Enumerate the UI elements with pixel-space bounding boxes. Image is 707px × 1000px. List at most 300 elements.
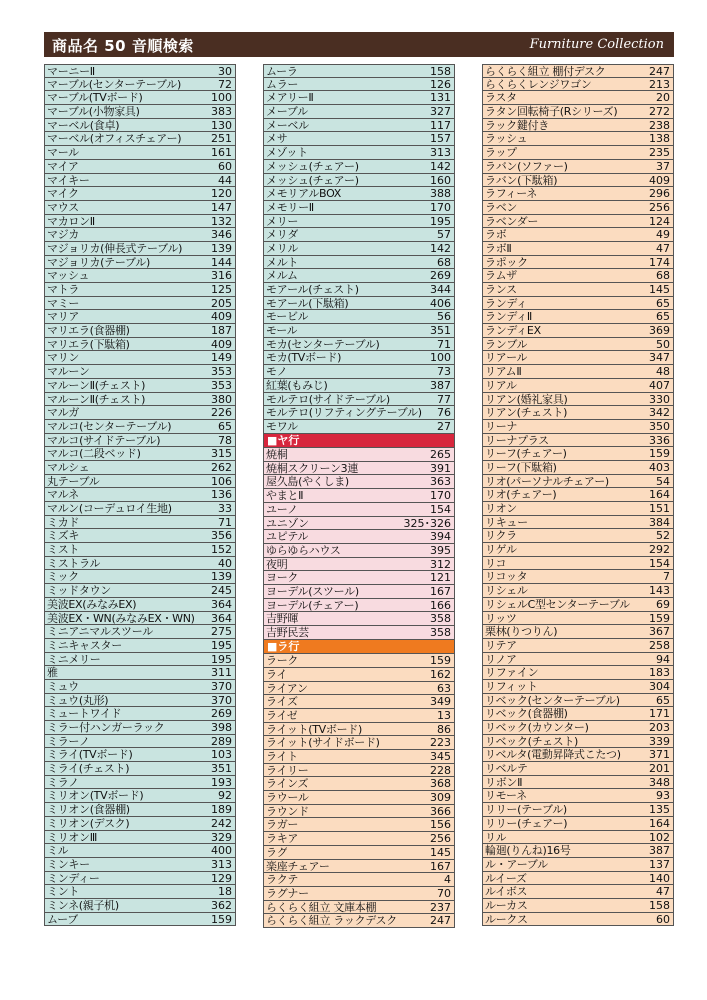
product-name: 夜明 [266, 557, 288, 571]
index-entry [263, 750, 455, 764]
product-name: ラウール [266, 791, 309, 804]
product-name: 美波EX・WN(みなみEX・WN) [47, 611, 195, 625]
product-name: マルーン [47, 365, 90, 378]
page-number: 256 [430, 832, 451, 846]
page-number: 265 [430, 448, 451, 462]
page-number: 370 [211, 693, 232, 707]
page-number: 93 [656, 789, 670, 803]
index-entry [482, 557, 674, 571]
product-name: リリー(チェアー) [485, 816, 568, 830]
page-number: 144 [211, 255, 232, 269]
product-name: マール [47, 146, 79, 159]
product-name: やまとⅡ [266, 489, 304, 502]
product-name: マーブル(センターテーブル) [47, 77, 181, 91]
index-entry [263, 201, 455, 215]
index-entry [263, 544, 455, 558]
page-number: 130 [211, 118, 232, 132]
page-number: 312 [430, 557, 451, 571]
page-number: 336 [649, 433, 670, 447]
product-name: ライット(TVボード) [266, 722, 362, 736]
page-number: 145 [430, 845, 451, 859]
index-entry [482, 160, 674, 174]
index-entry [44, 488, 236, 502]
product-name: リル [485, 830, 507, 844]
page-number: 363 [430, 475, 451, 489]
product-name: リキュー [485, 515, 528, 529]
page-number: 368 [430, 777, 451, 791]
index-entry [263, 736, 455, 750]
page-number: 369 [649, 324, 670, 338]
index-entry [44, 447, 236, 461]
index-entry [263, 174, 455, 188]
index-entry [482, 269, 674, 283]
page-number: 327 [430, 105, 451, 119]
index-entry [482, 488, 674, 502]
index-entry [263, 78, 455, 92]
page-number: 187 [211, 324, 232, 338]
index-entry [44, 379, 236, 393]
index-entry [482, 612, 674, 626]
page-number: 52 [656, 529, 670, 543]
page-number: 136 [211, 488, 232, 502]
product-name: ミニアニマルスツール [47, 625, 153, 638]
index-entry [44, 872, 236, 886]
product-name: モアール(下駄箱) [266, 296, 349, 310]
page-number: 4 [444, 873, 451, 887]
index-entry [44, 461, 236, 475]
index-entry [482, 215, 674, 229]
product-name: ミストラル [47, 556, 101, 570]
page-number: 391 [430, 461, 451, 475]
product-name: ランディⅡ [485, 310, 533, 324]
index-entry [44, 707, 236, 721]
product-name: マイア [47, 159, 79, 173]
page-number: 71 [218, 515, 232, 529]
index-entry [263, 530, 455, 544]
index-entry [263, 91, 455, 105]
page-number: 71 [437, 337, 451, 351]
product-name: リアムⅡ [485, 365, 522, 378]
index-column-1 [44, 64, 236, 926]
index-entry [482, 379, 674, 393]
product-name: メモリアルBOX [266, 187, 342, 200]
product-name: 栗林(りつりん) [485, 625, 558, 638]
index-entry [263, 764, 455, 778]
product-name: ミリオン(TVボード) [47, 789, 144, 803]
page-number: 156 [430, 818, 451, 832]
page-number: 387 [649, 844, 670, 858]
product-name: ミカド [47, 515, 80, 529]
index-entry [482, 721, 674, 735]
page-number: 54 [656, 474, 670, 488]
page-number: 18 [218, 885, 232, 899]
index-entry [482, 91, 674, 105]
index-entry [482, 570, 674, 584]
product-name: リベルタ(電動昇降式こたつ) [485, 748, 621, 762]
product-name: メゾット [266, 146, 308, 159]
page-number: 138 [649, 132, 670, 146]
product-name: リノア [485, 652, 517, 666]
index-entry [44, 434, 236, 448]
page-number: 65 [656, 296, 670, 310]
index-entry [482, 817, 674, 831]
index-entry [263, 132, 455, 146]
product-name: マルガ [47, 406, 80, 419]
page-number: 237 [430, 900, 451, 914]
product-name: ランス [485, 283, 517, 296]
page-number: 203 [649, 721, 670, 734]
product-name: マルン(コーデュロイ生地) [47, 502, 172, 515]
product-name: ユピテル [266, 530, 309, 543]
index-entry [44, 393, 236, 407]
page-number: 388 [430, 187, 451, 201]
product-name: モカ(センターテーブル) [266, 337, 380, 351]
product-name: ミズキ [47, 529, 80, 543]
product-name: ラキア [266, 832, 299, 845]
product-name: マウス [47, 200, 79, 214]
product-name: メルト [266, 255, 299, 269]
index-entry [263, 119, 455, 133]
product-name: ルイーズ [485, 871, 527, 885]
index-entry [263, 365, 455, 379]
index-entry [482, 584, 674, 598]
product-name: リベック(カウンター) [485, 721, 589, 734]
page-number: 351 [430, 324, 451, 338]
page-number: 398 [211, 721, 232, 734]
index-entry [482, 694, 674, 708]
index-entry [44, 516, 236, 530]
index-entry [263, 777, 455, 791]
page-number: 358 [430, 626, 451, 639]
product-name: リシェルC型センターテーブル [485, 597, 630, 611]
page-number: 124 [649, 214, 670, 228]
product-name: リコッタ [485, 570, 528, 584]
product-name: マイク [47, 187, 79, 200]
page-number: 356 [211, 529, 232, 543]
index-entry [44, 666, 236, 680]
index-entry [44, 174, 236, 188]
index-entry [263, 448, 455, 462]
page-number: 195 [211, 638, 232, 652]
page-number: 132 [211, 214, 232, 228]
product-name: ミリオン(食器棚) [47, 803, 130, 816]
page-number: 289 [211, 734, 232, 748]
product-name: メルム [266, 269, 298, 282]
page-number: 235 [649, 146, 670, 160]
product-name: リモーネ [485, 789, 527, 803]
product-name: ラスタ [485, 91, 517, 105]
product-name: ミッドタウン [47, 584, 111, 597]
index-entry [44, 885, 236, 899]
page-number: 126 [430, 77, 451, 91]
product-name: ミラーノ [47, 734, 90, 748]
page-number: 348 [649, 775, 670, 789]
index-entry [263, 723, 455, 737]
product-name: リクラ [485, 529, 517, 543]
page-number: 213 [649, 77, 670, 91]
index-entry [263, 420, 455, 434]
page-number: 262 [211, 460, 232, 474]
index-entry [263, 818, 455, 832]
index-entry [44, 228, 236, 242]
index-entry [482, 899, 674, 913]
index-entry [44, 543, 236, 557]
index-entry [263, 64, 455, 78]
product-name: らくらく組立 ラックデスク [266, 914, 397, 927]
index-entry [263, 668, 455, 682]
index-entry [263, 832, 455, 846]
index-entry [44, 584, 236, 598]
product-name: ラムザ [485, 269, 517, 282]
page-number: 94 [656, 652, 670, 666]
index-entry [44, 831, 236, 845]
index-entry [482, 680, 674, 694]
index-entry [482, 78, 674, 92]
page-number: 121 [430, 571, 451, 585]
page-number: 364 [211, 597, 232, 611]
product-name: リベック(食器棚) [485, 707, 568, 720]
index-entry [482, 283, 674, 297]
page-number: 73 [437, 365, 451, 379]
page-number: 48 [656, 365, 670, 379]
page-number: 159 [649, 611, 670, 625]
product-name: ランブル [485, 337, 528, 351]
product-name: ミュートワイド [47, 707, 122, 720]
product-name: リオ(チェアー) [485, 488, 557, 501]
page-number: 27 [437, 419, 451, 433]
index-entry [482, 447, 674, 461]
product-name: ミライ(チェスト) [47, 762, 130, 775]
product-name: リーフ(チェアー) [485, 447, 567, 460]
page-number: 158 [430, 65, 451, 78]
product-name: ライット(サイドボード) [266, 736, 380, 749]
page-number: 102 [649, 830, 670, 844]
page-number: 201 [649, 762, 670, 776]
product-name: マリエラ(食器棚) [47, 324, 130, 337]
page-number: 69 [656, 597, 670, 611]
product-name: ライ [266, 667, 288, 681]
index-entry [482, 913, 674, 927]
page-number: 189 [211, 803, 232, 817]
page-number: 362 [211, 898, 232, 912]
product-name: らくらく組立 文庫本棚 [266, 900, 377, 914]
page-number: 296 [649, 187, 670, 201]
index-entry [263, 297, 455, 311]
page-number: 57 [437, 228, 451, 242]
product-name: ライリー [266, 763, 309, 777]
page-number: 370 [211, 679, 232, 693]
index-entry [44, 78, 236, 92]
page-number: 403 [649, 460, 670, 474]
page-number: 149 [211, 351, 232, 365]
index-entry [44, 557, 236, 571]
product-name: ムラー [266, 77, 299, 91]
product-name: リーナプラス [485, 433, 549, 447]
page-number: 158 [649, 898, 670, 912]
page-number: 256 [649, 200, 670, 214]
index-entry [263, 517, 455, 531]
index-entry [44, 735, 236, 749]
index-entry [44, 913, 236, 927]
index-entry [482, 707, 674, 721]
page-number: 159 [211, 912, 232, 926]
index-entry [263, 585, 455, 599]
product-name: モルテロ(サイドテーブル) [266, 392, 390, 406]
index-entry [482, 789, 674, 803]
product-name: ミニキャスター [47, 638, 122, 652]
index-entry [44, 187, 236, 201]
product-name: マーベル(オフィスチェアー) [47, 132, 182, 146]
product-name: メッシュ(チェアー) [266, 159, 359, 173]
index-entry [482, 639, 674, 653]
page-number: 77 [437, 392, 451, 406]
product-name: らくらく組立 棚付デスク [485, 65, 606, 77]
product-name: モワル [266, 419, 298, 433]
page-number: 309 [430, 791, 451, 805]
product-name: ラインズ [266, 777, 309, 791]
index-entry [482, 420, 674, 434]
index-entry [263, 462, 455, 476]
index-entry [482, 256, 674, 270]
index-entry [482, 297, 674, 311]
product-name: マイキー [47, 173, 90, 187]
product-name: マジョリカ(テーブル) [47, 255, 150, 269]
page-number: 68 [437, 255, 451, 269]
product-name: モービル [266, 310, 309, 324]
index-entry [44, 570, 236, 584]
product-name: リアール [485, 351, 528, 365]
page-number: 223 [430, 736, 451, 750]
index-entry [44, 899, 236, 913]
product-name: ユーノ [266, 502, 298, 516]
product-name: ラボ [485, 228, 507, 241]
index-entry [263, 695, 455, 709]
page-number: 275 [211, 625, 232, 639]
index-entry [263, 914, 455, 928]
index-entry [482, 872, 674, 886]
index-entry [482, 105, 674, 119]
page-number: 164 [649, 488, 670, 502]
product-name: ラフィーネ [485, 187, 538, 200]
index-entry [44, 283, 236, 297]
page-number: 193 [211, 775, 232, 789]
page-number: 316 [211, 269, 232, 283]
product-name: リオン [485, 502, 517, 515]
product-name: モール [266, 324, 298, 337]
index-entry [44, 817, 236, 831]
index-entry [44, 132, 236, 146]
index-entry [263, 146, 455, 160]
page-number: 143 [649, 584, 670, 598]
page-number: 353 [211, 365, 232, 379]
product-name: マミー [47, 296, 80, 310]
product-name: ラボⅡ [485, 241, 512, 255]
index-entry [482, 64, 674, 78]
index-entry [482, 365, 674, 379]
page-number: 49 [656, 228, 670, 242]
product-name: ミラノ [47, 775, 79, 789]
index-entry [44, 694, 236, 708]
index-entry [482, 187, 674, 201]
page-number: 409 [211, 337, 232, 351]
product-name: メリー [266, 214, 299, 228]
page-number: 226 [211, 406, 232, 420]
product-name: リオ(パーソナルチェアー) [485, 474, 609, 488]
page-number: 117 [430, 118, 451, 132]
product-name: ラガー [266, 818, 299, 832]
page-number: 139 [211, 570, 232, 584]
page-number: 157 [430, 132, 451, 146]
product-name: マーブル(小物家具) [47, 105, 140, 118]
page-number: 330 [649, 392, 670, 406]
index-entry [482, 351, 674, 365]
page-number: 167 [430, 859, 451, 873]
product-name: メーブル [266, 105, 308, 118]
index-entry [263, 654, 455, 668]
product-name: ミュウ [47, 679, 79, 693]
index-entry [44, 105, 236, 119]
product-name: マジョリカ(伸長式テーブル) [47, 241, 183, 255]
page-number: 50 [656, 337, 670, 351]
product-name: ライゼ [266, 708, 298, 722]
page-number: 409 [211, 310, 232, 324]
product-name: リリー(テーブル) [485, 803, 567, 816]
product-name: リゲル [485, 543, 517, 556]
index-entry [263, 379, 455, 393]
page-number: 313 [211, 857, 232, 871]
index-entry [263, 406, 455, 420]
index-entry [44, 146, 236, 160]
product-name: マリン [47, 351, 80, 365]
page-number: 72 [218, 77, 232, 91]
index-entry [263, 338, 455, 352]
index-entry [263, 682, 455, 696]
product-name: メッシュ(チェアー) [266, 173, 359, 187]
product-name: ミル [47, 844, 69, 857]
index-entry [482, 338, 674, 352]
page-number: 78 [218, 433, 232, 447]
page-number: 183 [649, 666, 670, 680]
product-name: 楽座チェアー [266, 859, 330, 873]
index-entry [263, 310, 455, 324]
page-number: 258 [649, 638, 670, 652]
product-name: ラバン(ソファー) [485, 159, 568, 173]
page-number: 63 [437, 681, 451, 695]
collection-logo: Furniture Collection [529, 37, 664, 52]
index-entry [263, 709, 455, 723]
index-entry [44, 324, 236, 338]
product-name: リーナ [485, 419, 518, 433]
page-number: 159 [430, 654, 451, 668]
page-number: 371 [649, 748, 670, 762]
product-name: マジカ [47, 228, 80, 241]
page-number: 76 [437, 406, 451, 420]
index-entry [44, 201, 236, 215]
product-name: メーベル [266, 118, 309, 132]
page-number: 394 [430, 530, 451, 544]
product-name: リベルテ [485, 762, 528, 775]
page-number: 395 [430, 543, 451, 557]
page-number: 195 [211, 652, 232, 666]
page-number: 7 [663, 570, 670, 584]
product-name: ミンネ(親子机) [47, 898, 119, 912]
index-entry [44, 803, 236, 817]
product-name: ムーラ [266, 65, 298, 77]
page-number: 103 [211, 748, 232, 762]
product-name: 丸テーブル [47, 474, 100, 488]
page-number: 195 [430, 214, 451, 228]
page-number: 100 [211, 91, 232, 105]
